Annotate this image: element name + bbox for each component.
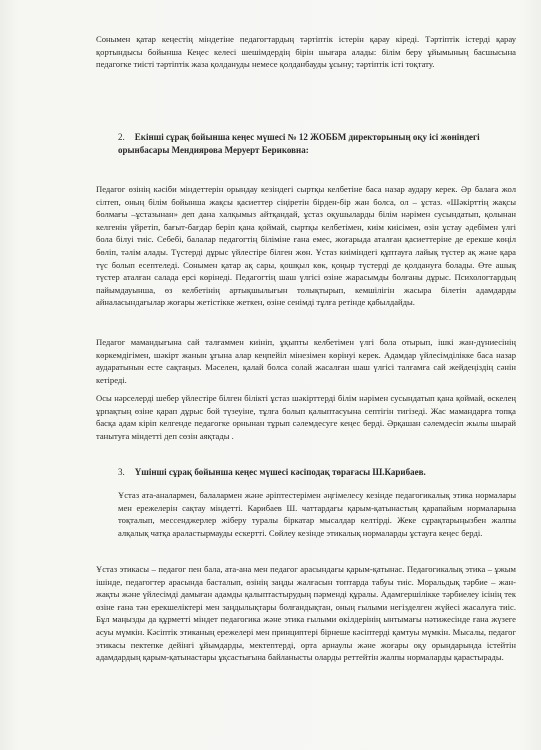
paragraph-6 bbox=[96, 563, 516, 664]
paragraph-3-text: Педагог мамандығына сай талғаммен киініп, ұқыпты келбетімен үлгі бола отырып, ішкі жан-дүниесінің көркемдігімен, шәкірт жанын ұғына алар кеңпейіл мінезімен көрінуі керек. Адамдар үйлесімділікке баса назар аударатынын есте сақтаңыз. Мәселен, қалай болса солай жасалған шаш үлгісі талғамға сай жейдеңіздің сәнін кетіреді. bbox=[96, 337, 516, 385]
paragraph-1 bbox=[96, 33, 516, 71]
paragraph-4 bbox=[96, 392, 516, 442]
paragraph-5 bbox=[118, 489, 516, 539]
paragraph-2 bbox=[96, 183, 516, 309]
heading-question-3 bbox=[118, 466, 516, 479]
paragraph-4-text: Осы нәрселерді шебер үйлестіре білген білікті ұстаз шәкірттерді білім нәрімен сусындатып қана қоймай, өскелең ұрпақтың өзіне қарап дұрыс бой түзеуіне, тұлға болып қалыптасуына септігін тигізеді. Жас мамандарға топқа басқа адам кіріп келгенде педагогке орнынан тұрып сәлемдесуге кеңес берді. Әрқашан сәлемдесіп жылы шырай танытуға міндетті деп сөзін аяқтады . bbox=[96, 393, 516, 441]
heading-3-text: Үшінші сұрақ бойынша кеңес мүшесі кәсіподақ төрағасы Ш.Карибаев. bbox=[134, 467, 426, 477]
paragraph-5-text: Ұстаз ата-аналармен, балалармен және әріптестерімен әңгімелесу кезінде педагогикалық этика нормалары мен ережелерін сақтау міндетті. Карибаев Ш. чаттардағы қарым-қатынастың қарапайым нормаларына тоқталып, мессенджерлер жіберу туралы біркатар мысалдар келтірді. Жеке сұрақтарыңызбен жалпы алқалық чатқа араластырмауды ескертті. Сөйлеу кезінде этикалық нормаларды ұстауға кеңес берді. bbox=[118, 490, 516, 538]
heading-3-number: 3. bbox=[118, 467, 125, 477]
heading-question-2 bbox=[118, 131, 516, 156]
paragraph-6-text: Ұстаз этикасы – педагог пен бала, ата-ана мен педагог арасындағы қарым-қатынас. Педагогикалық этика – ұжым ішінде, педагогтер арасында басталып, өзінің заңды жалғасын топтарда табуы тиіс. Моральдық тәрбие – жан-жақты және үйлесімді дамыған адамды қалыптастырудың пәрмендi құралы. Адамгершілікке тәрбиелеу ісінің тек өзіне ғана тән ерекшеліктері мен заңдылықтары болғандықтан, оның ғылыми негізделген жүйесі жасалуға тиіс. Бұл маңызды да құрметті міндет педагогика және этика ғылыми өкілдерінің ынтымағы нәтижесінде ғана жүзеге асуы мүмкін. Кәсіптік этиканың ережелері мен принциптері бірнеше кәсіптерді қамтуы мүмкін. Мысалы, педагог этикасы пектепке дейінгі ұйымдарды, мектептерді, орта арнаулы және жоғары оқу орындарында істейтін адамдардың қарым-қатынастары ұқсастығына байланысты оларды реттейтін жалпы нормаларды қарастырады. bbox=[96, 564, 516, 663]
paragraph-3 bbox=[96, 336, 516, 386]
heading-2-number: 2. bbox=[118, 132, 125, 142]
paragraph-2-text: Педагог өзінің кәсіби міндеттерін орындау кезіндегі сыртқы келбетіне баса назар аудару керек. Әр балаға жол сілтеп, оның білім бойынша жақсы қасиеттер сіңіретін бірден-бір жан болса, ол – ұстаз. «Шәкірттің жақсы болмағы –ұстазынан» деп дана халқымыз айтқандай, ұстаз оқушыларды білім нәрімен сусындатып, қолынан келгенін үйретіп, бағыт-бағдар беріп қана қоймай, сыртқы келбетімен, киім киісімен, өзін ұстау әдебімен үлгі бола білуі тиіс. Себебі, балалар педагогтің біліміне ғана емес, жоғарыда аталған қасиеттеріне де ерекше көңіл бөліп, тәлім алады. Түстерді дұрыс үйлестіре білген жөн. Ұстаз киіміндегі құптауға лайық түстер ақ және қара түс болып есептеледі. Сонымен қатар ақ сары, қошқыл көк, қоңыр түстерді де қолдануға болады. Өте ашық түстер аталған салада ерсі көрінеді. Педагогтің шаш үлгісі өзіне жарасымды болғаны дұрыс. Психологтардың пайымдауынша, өз келбетінің артықшылығын толықтырып, кемшілігін жасыра білетін адамдарды айналасындағылар жоғары жетістікке жеткен, өзіне сенімді тұлға ретінде қабылдайды. bbox=[96, 184, 516, 308]
heading-2-text: Екінші сұрақ бойынша кеңес мүшесі № 12 ЖОББМ директорының оқу ісі жөніндегі орынбасары Мендиярова Меруерт Бериковна: bbox=[118, 132, 480, 155]
paragraph-1-text: Сонымен қатар кеңестің міндетіне педагогтардың тәртіптік істерін қарау кіреді. Тәртіптік істерді қарау қортындысы бойынша Кеңес келесі шешімдердің бірін шығара алады: білім беру ұйымының басшысына педагогке тиісті тәртіптік жаза қолдануды немесе қолданбауды ұсыну; тәртіптік істі тоқтату. bbox=[96, 34, 516, 70]
